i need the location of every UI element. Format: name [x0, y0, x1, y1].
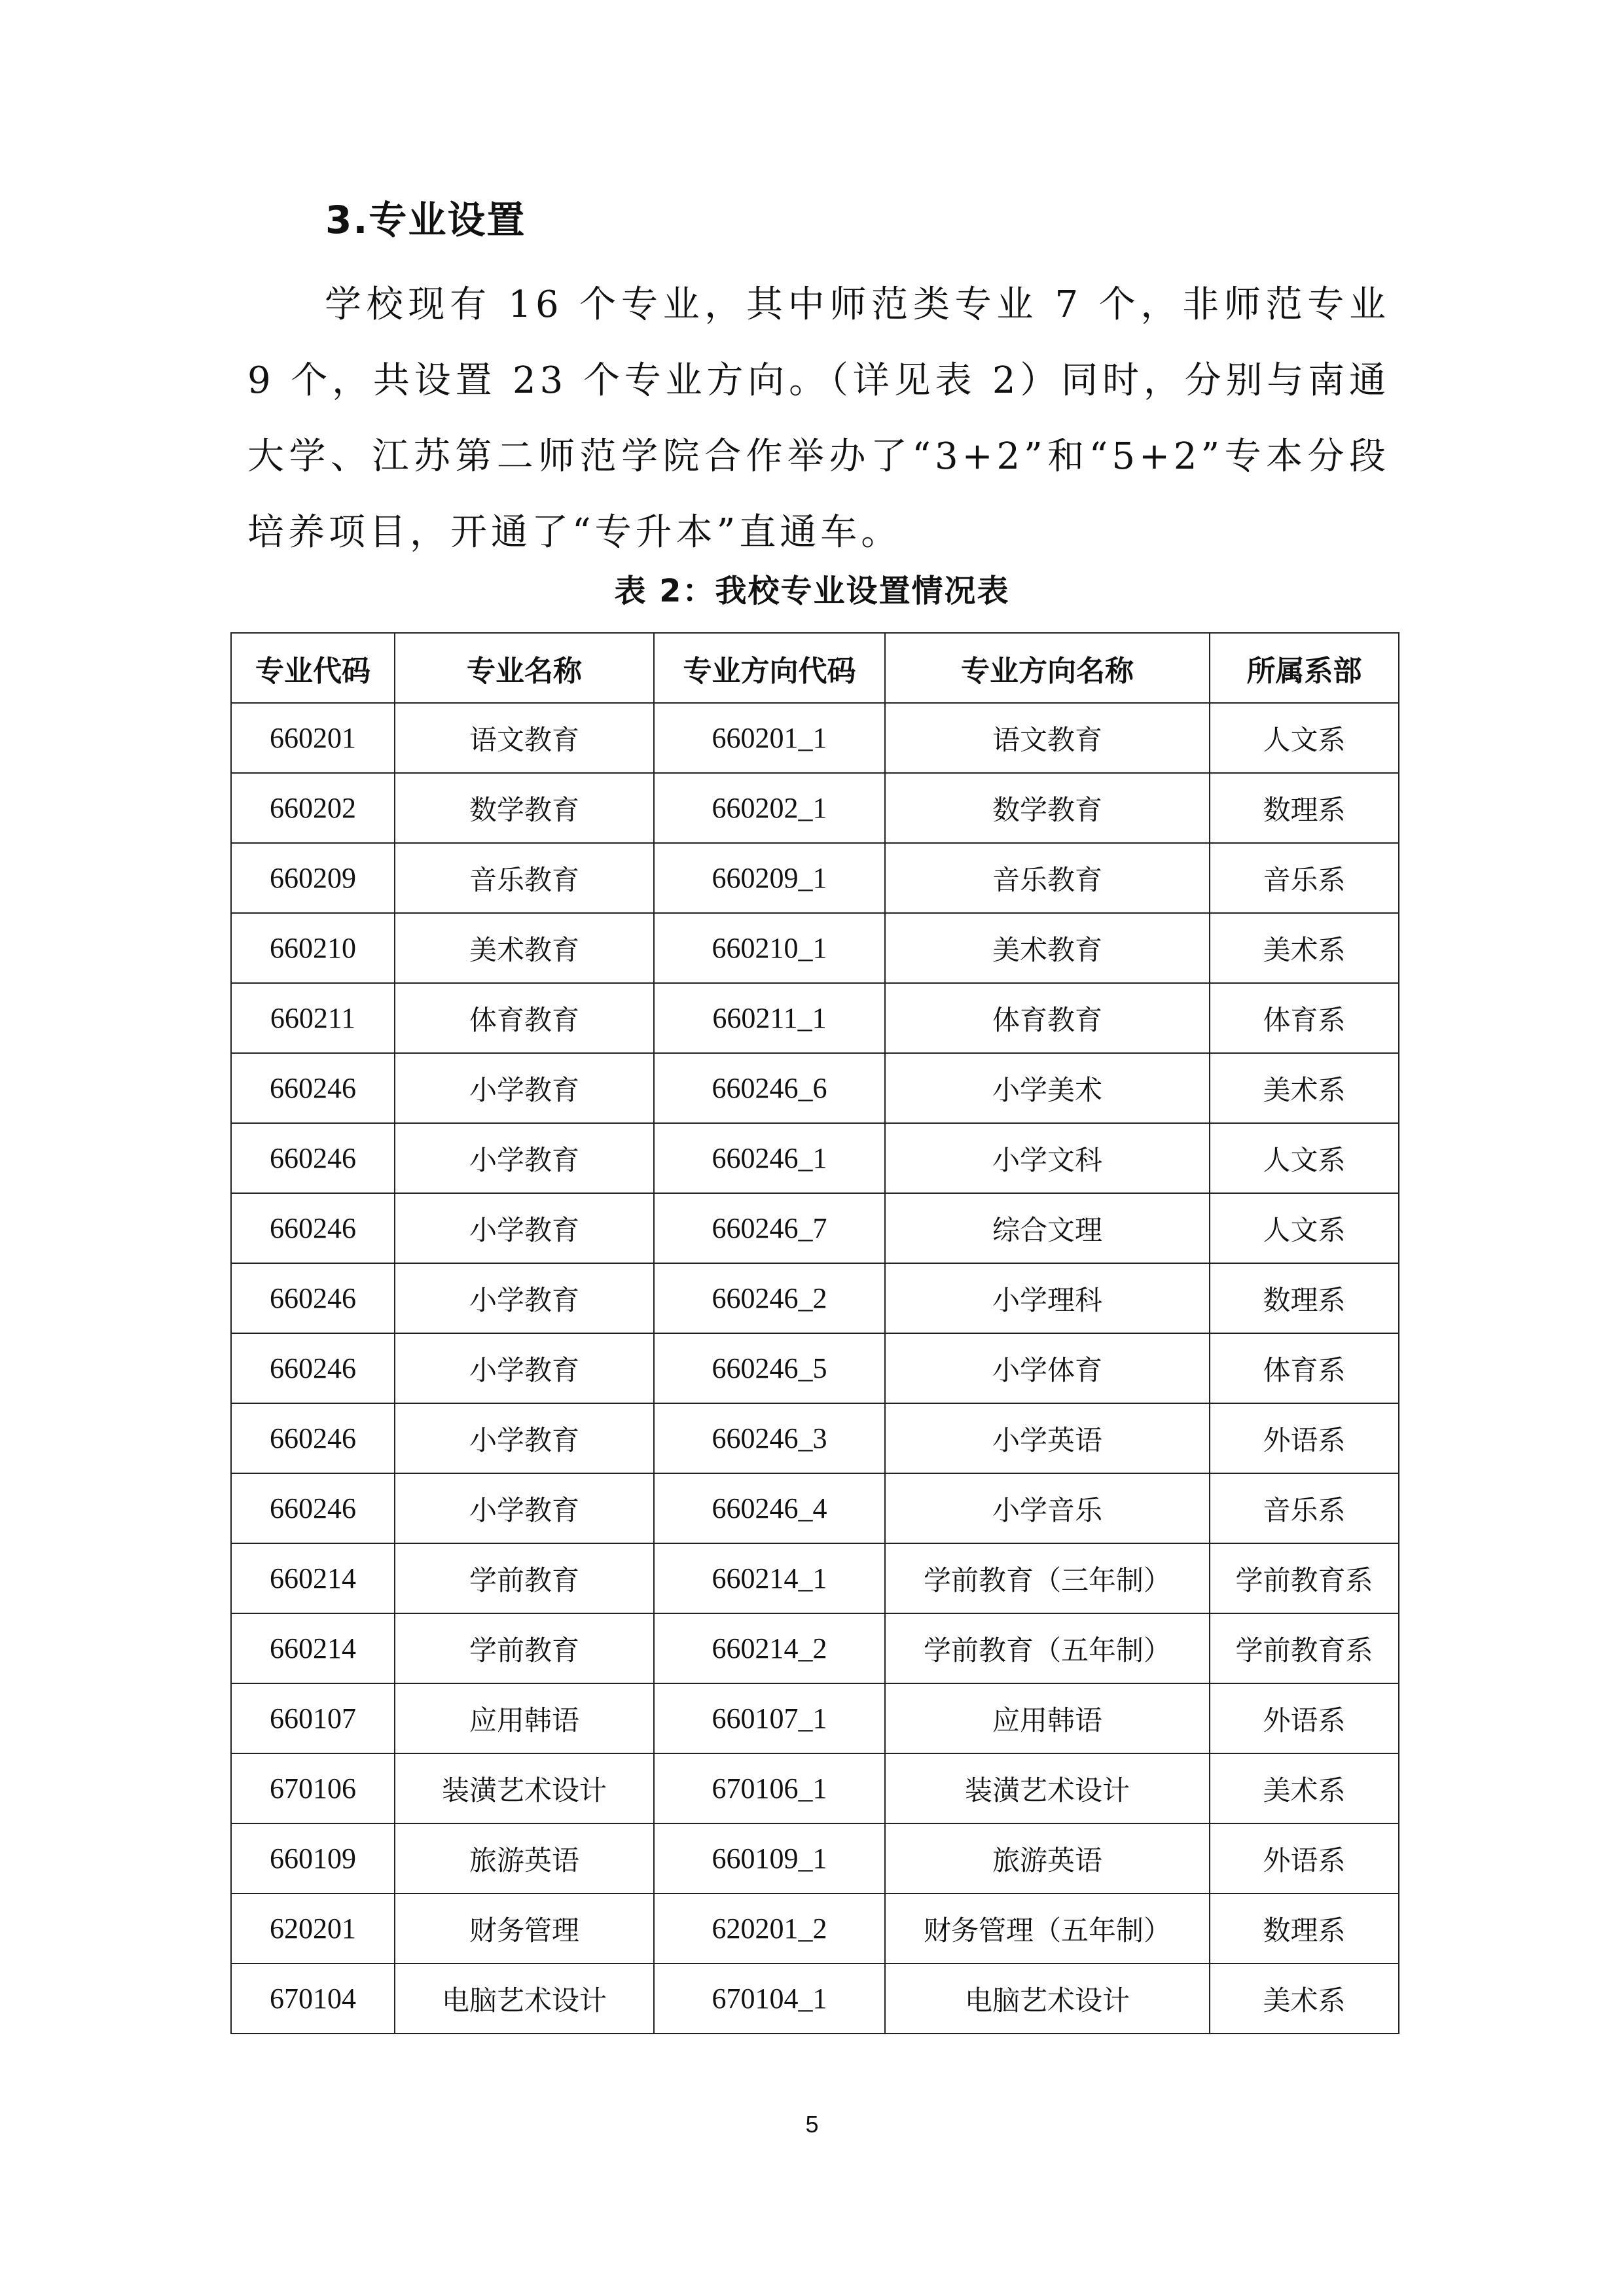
cell-direction-name: 小学文科: [885, 1123, 1210, 1193]
cell-direction-name: 数学教育: [885, 773, 1210, 843]
cell-major-code: 660246: [231, 1473, 395, 1543]
cell-major-code: 660246: [231, 1123, 395, 1193]
table-row: [231, 1403, 1399, 1473]
cell-department: 数理系: [1210, 1263, 1399, 1333]
cell-direction-name: 体育教育: [885, 983, 1210, 1053]
cell-major-code: 660209: [231, 843, 395, 913]
cell-major-code: 620201: [231, 1893, 395, 1964]
table-row: [231, 1263, 1399, 1333]
majors-table: [230, 632, 1399, 2034]
table-row: [231, 1964, 1399, 2034]
table-row: [231, 1123, 1399, 1193]
cell-major-code: 660214: [231, 1543, 395, 1613]
cell-direction-code: 660202_1: [654, 773, 885, 843]
cell-department: 体育系: [1210, 1333, 1399, 1403]
cell-direction-name: 小学理科: [885, 1263, 1210, 1333]
cell-direction-code: 660246_4: [654, 1473, 885, 1543]
cell-direction-code: 660246_6: [654, 1053, 885, 1123]
cell-direction-name: 财务管理（五年制）: [885, 1893, 1210, 1964]
cell-direction-name: 小学美术: [885, 1053, 1210, 1123]
table-row: [231, 1893, 1399, 1964]
cell-major-code: 660109: [231, 1823, 395, 1893]
cell-major-name: 装潢艺术设计: [395, 1753, 654, 1823]
cell-department: 人文系: [1210, 703, 1399, 773]
cell-major-name: 小学教育: [395, 1473, 654, 1543]
cell-department: 体育系: [1210, 983, 1399, 1053]
table-row: [231, 1753, 1399, 1823]
cell-direction-name: 应用韩语: [885, 1683, 1210, 1753]
cell-major-name: 语文教育: [395, 703, 654, 773]
cell-major-code: 660246: [231, 1053, 395, 1123]
cell-department: 数理系: [1210, 1893, 1399, 1964]
cell-department: 数理系: [1210, 773, 1399, 843]
cell-direction-code: 660211_1: [654, 983, 885, 1053]
cell-direction-code: 660246_3: [654, 1403, 885, 1473]
cell-major-code: 660211: [231, 983, 395, 1053]
cell-major-name: 小学教育: [395, 1193, 654, 1263]
cell-major-code: 660246: [231, 1333, 395, 1403]
cell-department: 音乐系: [1210, 1473, 1399, 1543]
cell-direction-name: 语文教育: [885, 703, 1210, 773]
cell-major-code: 670104: [231, 1964, 395, 2034]
cell-department: 人文系: [1210, 1193, 1399, 1263]
cell-major-name: 数学教育: [395, 773, 654, 843]
page-number: 5: [805, 2111, 819, 2138]
cell-direction-code: 660246_2: [654, 1263, 885, 1333]
cell-major-name: 小学教育: [395, 1403, 654, 1473]
table-row: [231, 703, 1399, 773]
cell-major-code: 660246: [231, 1193, 395, 1263]
cell-major-code: 660246: [231, 1403, 395, 1473]
cell-department: 美术系: [1210, 1053, 1399, 1123]
cell-direction-name: 旅游英语: [885, 1823, 1210, 1893]
cell-major-code: 660202: [231, 773, 395, 843]
cell-major-name: 体育教育: [395, 983, 654, 1053]
table-row: [231, 773, 1399, 843]
cell-direction-code: 660246_7: [654, 1193, 885, 1263]
cell-direction-name: 小学体育: [885, 1333, 1210, 1403]
cell-direction-name: 小学英语: [885, 1403, 1210, 1473]
header-direction-name: 专业方向名称: [885, 633, 1210, 703]
header-department: 所属系部: [1210, 633, 1399, 703]
cell-department: 美术系: [1210, 1964, 1399, 2034]
cell-major-code: 660210: [231, 913, 395, 983]
table-row: [231, 1053, 1399, 1123]
header-major-name: 专业名称: [395, 633, 654, 703]
cell-major-code: 660246: [231, 1263, 395, 1333]
cell-direction-code: 660109_1: [654, 1823, 885, 1893]
cell-department: 学前教育系: [1210, 1543, 1399, 1613]
cell-direction-code: 660214_2: [654, 1613, 885, 1683]
table-row: [231, 1473, 1399, 1543]
table-body: [231, 703, 1399, 2034]
cell-direction-name: 电脑艺术设计: [885, 1964, 1210, 2034]
cell-direction-name: 装潢艺术设计: [885, 1753, 1210, 1823]
table-row: [231, 983, 1399, 1053]
table-row: [231, 913, 1399, 983]
table-header-row: [231, 633, 1399, 703]
cell-major-name: 应用韩语: [395, 1683, 654, 1753]
cell-direction-name: 综合文理: [885, 1193, 1210, 1263]
header-direction-code: 专业方向代码: [654, 633, 885, 703]
cell-major-code: 660201: [231, 703, 395, 773]
table-row: [231, 1823, 1399, 1893]
cell-major-name: 小学教育: [395, 1053, 654, 1123]
cell-direction-code: 660210_1: [654, 913, 885, 983]
cell-major-name: 美术教育: [395, 913, 654, 983]
cell-direction-code: 660201_1: [654, 703, 885, 773]
cell-department: 美术系: [1210, 1753, 1399, 1823]
cell-major-name: 电脑艺术设计: [395, 1964, 654, 2034]
cell-major-name: 小学教育: [395, 1263, 654, 1333]
table-row: [231, 843, 1399, 913]
cell-direction-code: 670104_1: [654, 1964, 885, 2034]
cell-direction-code: 660246_1: [654, 1123, 885, 1193]
cell-major-name: 小学教育: [395, 1333, 654, 1403]
cell-department: 美术系: [1210, 913, 1399, 983]
table-caption: 表 2：我校专业设置情况表: [614, 573, 1010, 609]
table-row: [231, 1613, 1399, 1683]
cell-department: 外语系: [1210, 1823, 1399, 1893]
table-row: [231, 1193, 1399, 1263]
cell-major-name: 学前教育: [395, 1613, 654, 1683]
cell-major-code: 660214: [231, 1613, 395, 1683]
cell-department: 音乐系: [1210, 843, 1399, 913]
cell-direction-name: 美术教育: [885, 913, 1210, 983]
cell-major-name: 音乐教育: [395, 843, 654, 913]
cell-major-name: 财务管理: [395, 1893, 654, 1964]
header-major-code: 专业代码: [231, 633, 395, 703]
cell-direction-code: 670106_1: [654, 1753, 885, 1823]
cell-direction-code: 620201_2: [654, 1893, 885, 1964]
cell-major-name: 学前教育: [395, 1543, 654, 1613]
cell-department: 外语系: [1210, 1683, 1399, 1753]
cell-department: 人文系: [1210, 1123, 1399, 1193]
cell-direction-name: 学前教育（五年制）: [885, 1613, 1210, 1683]
cell-direction-code: 660214_1: [654, 1543, 885, 1613]
cell-direction-name: 学前教育（三年制）: [885, 1543, 1210, 1613]
cell-direction-name: 小学音乐: [885, 1473, 1210, 1543]
cell-department: 学前教育系: [1210, 1613, 1399, 1683]
cell-major-code: 660107: [231, 1683, 395, 1753]
cell-major-code: 670106: [231, 1753, 395, 1823]
cell-major-name: 小学教育: [395, 1123, 654, 1193]
cell-direction-name: 音乐教育: [885, 843, 1210, 913]
table-row: [231, 1333, 1399, 1403]
table-row: [231, 1683, 1399, 1753]
section-heading: 3.专业设置: [325, 198, 526, 242]
cell-direction-code: 660209_1: [654, 843, 885, 913]
table-row: [231, 1543, 1399, 1613]
cell-department: 外语系: [1210, 1403, 1399, 1473]
cell-direction-code: 660107_1: [654, 1683, 885, 1753]
cell-major-name: 旅游英语: [395, 1823, 654, 1893]
cell-direction-code: 660246_5: [654, 1333, 885, 1403]
section-paragraph: 学校现有 16 个专业，其中师范类专业 7 个，非师范专业 9 个，共设置 23 个专业方向。（详见表 2）同时，分别与南通大学、江苏第二师范学院合作举办了“3+2”和“5+2”专本分段培养项目，开通了“专升本”直通车。: [247, 283, 1390, 554]
